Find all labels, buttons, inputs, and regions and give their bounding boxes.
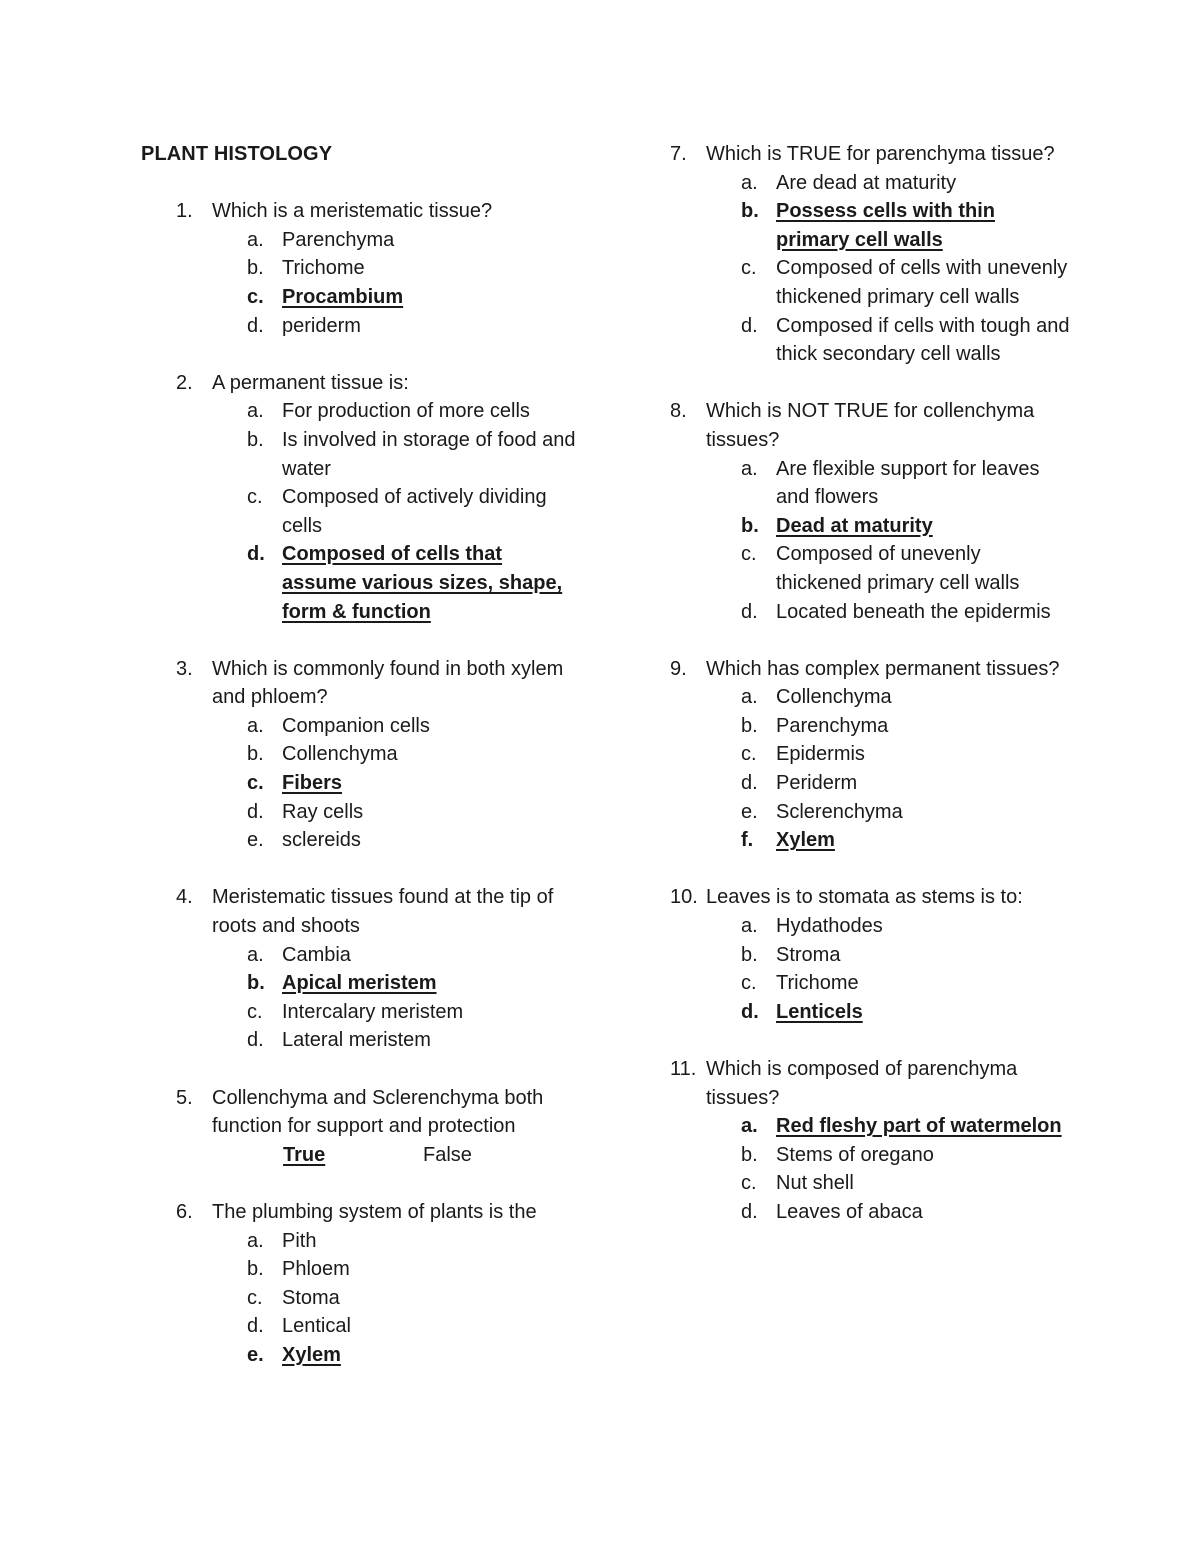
- question-6: [141, 1198, 581, 1370]
- option-letter: d.: [741, 772, 758, 795]
- option-text: Composed of unevenly thickened primary cell walls: [776, 543, 1020, 594]
- question-11: [670, 1055, 1070, 1227]
- option-letter: b.: [247, 257, 264, 280]
- option-text: Sclerenchyma: [776, 800, 903, 823]
- option-text: Companion cells: [282, 714, 430, 737]
- option-letter: d.: [247, 800, 264, 823]
- option-text: Lenticels: [776, 1000, 863, 1023]
- option-letter: a.: [247, 1229, 264, 1252]
- option-text: Fibers: [282, 772, 343, 795]
- question-3: [141, 655, 581, 855]
- correct-answer-option: [247, 540, 581, 626]
- option-letter: a.: [741, 686, 758, 709]
- option-text: Phloem: [282, 1258, 350, 1281]
- option-letter: b.: [741, 1143, 758, 1166]
- answer-option: [741, 798, 1070, 827]
- question-2: [141, 369, 581, 626]
- option-letter: c.: [741, 743, 757, 766]
- option-text: Trichome: [776, 972, 859, 995]
- correct-answer-option: [247, 769, 581, 798]
- option-letter: a.: [247, 714, 264, 737]
- option-text: Procambium: [282, 285, 404, 308]
- correct-answer-option: [741, 512, 1070, 541]
- option-letter: b.: [247, 972, 265, 995]
- true-false-choices: [283, 1141, 581, 1170]
- correct-answer-option: [247, 1341, 581, 1370]
- answer-option: [247, 826, 581, 855]
- option-letter: c.: [247, 1000, 263, 1023]
- option-letter: b.: [247, 428, 264, 451]
- page-title: PLANT HISTOLOGY: [141, 143, 333, 165]
- option-text: Ray cells: [282, 800, 364, 823]
- question-number: 5.: [176, 1086, 193, 1109]
- answer-option: [247, 1312, 581, 1341]
- option-text: Red fleshy part of watermelon: [776, 1115, 1062, 1138]
- option-letter: b.: [247, 743, 264, 766]
- option-letter: d.: [247, 543, 265, 566]
- left-column: [141, 140, 581, 1398]
- question-text: Collenchyma and Sclerenchyma both function for support and protection: [212, 1086, 544, 1138]
- true-choice-correct: True: [283, 1143, 326, 1166]
- question-text: Which is a meristematic tissue?: [212, 200, 493, 223]
- answer-option: [741, 712, 1070, 741]
- answer-option: [741, 740, 1070, 769]
- answer-option: [741, 1198, 1070, 1227]
- answer-option: [247, 712, 581, 741]
- answer-option: [741, 969, 1070, 998]
- question-7: [670, 140, 1070, 369]
- question-number: 4.: [176, 886, 193, 909]
- option-letter: d.: [741, 314, 758, 337]
- correct-answer-option: [741, 826, 1070, 855]
- question-4: [141, 883, 581, 1055]
- correct-answer-option: [247, 283, 581, 312]
- answer-option: [741, 769, 1070, 798]
- question-text: A permanent tissue is:: [212, 371, 409, 394]
- answer-option: [247, 1026, 581, 1055]
- option-letter: e.: [247, 1343, 264, 1366]
- answer-option: [741, 1141, 1070, 1170]
- option-text: Dead at maturity: [776, 514, 933, 537]
- answer-option: [741, 169, 1070, 198]
- option-letter: c.: [741, 257, 757, 280]
- correct-answer-option: [741, 197, 1070, 254]
- question-number: 9.: [670, 657, 687, 680]
- option-text: Stroma: [776, 943, 841, 966]
- answer-option: [741, 312, 1070, 369]
- answer-option: [247, 1284, 581, 1313]
- option-text: periderm: [282, 314, 361, 337]
- option-letter: b.: [741, 200, 759, 223]
- option-letter: a.: [247, 400, 264, 423]
- option-text: Collenchyma: [776, 686, 892, 709]
- option-letter: c.: [741, 1172, 757, 1195]
- option-letter: d.: [247, 1315, 264, 1338]
- question-number: 2.: [176, 371, 193, 394]
- option-text: Epidermis: [776, 743, 865, 766]
- answer-option: [741, 912, 1070, 941]
- option-text: Xylem: [282, 1343, 341, 1366]
- option-text: Periderm: [776, 772, 858, 795]
- option-letter: a.: [741, 457, 758, 480]
- option-letter: b.: [741, 943, 758, 966]
- answer-option: [247, 740, 581, 769]
- question-text: Which is composed of parenchyma tissues?: [706, 1058, 1018, 1109]
- question-8: [670, 397, 1070, 626]
- answer-option: [247, 798, 581, 827]
- correct-answer-option: [741, 1112, 1070, 1141]
- option-text: Intercalary meristem: [282, 1000, 464, 1023]
- option-text: Is involved in storage of food and water: [282, 428, 576, 480]
- option-letter: e.: [247, 829, 264, 852]
- question-number: 7.: [670, 143, 687, 165]
- option-text: Stoma: [282, 1286, 340, 1309]
- option-text: Apical meristem: [282, 972, 437, 995]
- question-10: [670, 883, 1070, 1026]
- option-letter: c.: [247, 285, 264, 308]
- option-text: Composed if cells with tough and thick secondary cell walls: [776, 314, 1070, 366]
- option-text: Are flexible support for leaves and flowers: [776, 457, 1040, 509]
- option-text: Parenchyma: [776, 714, 889, 737]
- option-text: Nut shell: [776, 1172, 854, 1195]
- answer-option: [247, 397, 581, 426]
- option-letter: f.: [741, 829, 754, 852]
- option-letter: d.: [741, 1000, 759, 1023]
- option-letter: b.: [247, 1258, 264, 1281]
- question-text: Leaves is to stomata as stems is to:: [706, 886, 1023, 909]
- option-text: Xylem: [776, 829, 835, 852]
- answer-option: [247, 254, 581, 283]
- question-text: Which has complex permanent tissues?: [706, 657, 1060, 680]
- answer-option: [741, 540, 1070, 597]
- answer-option: [741, 1169, 1070, 1198]
- option-text: Pith: [282, 1229, 317, 1252]
- option-text: Parenchyma: [282, 228, 395, 251]
- answer-option: [741, 254, 1070, 311]
- option-letter: c.: [247, 1286, 263, 1309]
- question-number: 8.: [670, 400, 687, 423]
- question-1: [141, 197, 581, 340]
- question-text: Which is commonly found in both xylem and phloem?: [212, 657, 564, 709]
- option-letter: c.: [741, 543, 757, 566]
- correct-answer-option: [741, 998, 1070, 1027]
- answer-option: [247, 226, 581, 255]
- option-letter: c.: [247, 486, 263, 509]
- question-number: 11.: [670, 1058, 697, 1080]
- answer-option: [247, 1227, 581, 1256]
- answer-option: [247, 483, 581, 540]
- answer-option: [741, 683, 1070, 712]
- option-letter: a.: [741, 915, 758, 938]
- option-letter: a.: [247, 943, 264, 966]
- option-letter: a.: [741, 171, 758, 194]
- answer-option: [247, 998, 581, 1027]
- question-text: The plumbing system of plants is the: [212, 1200, 537, 1223]
- option-letter: d.: [741, 1200, 758, 1223]
- question-number: 10.: [670, 886, 698, 909]
- option-letter: a.: [741, 1115, 758, 1138]
- question-text: Which is TRUE for parenchyma tissue?: [706, 143, 1055, 165]
- answer-option: [247, 426, 581, 483]
- option-text: Lentical: [282, 1315, 351, 1338]
- correct-answer-option: [247, 969, 581, 998]
- answer-option: [247, 941, 581, 970]
- right-column: [670, 140, 1070, 1255]
- option-letter: e.: [741, 800, 758, 823]
- option-text: Are dead at maturity: [776, 171, 957, 194]
- answer-option: [741, 598, 1070, 627]
- option-text: Composed of cells with unevenly thickened primary cell walls: [776, 257, 1068, 308]
- option-text: Composed of cells that assume various sizes, shape, form & function: [282, 543, 563, 623]
- option-letter: d.: [741, 600, 758, 623]
- option-letter: a.: [247, 228, 264, 251]
- question-text: Which is NOT TRUE for collenchyma tissues?: [706, 400, 1035, 451]
- option-text: Possess cells with thin primary cell walls: [776, 200, 995, 251]
- answer-option: [741, 455, 1070, 512]
- option-letter: c.: [741, 972, 757, 995]
- option-letter: d.: [247, 314, 264, 337]
- answer-option: [247, 1255, 581, 1284]
- option-letter: b.: [741, 514, 759, 537]
- option-text: For production of more cells: [282, 400, 530, 423]
- false-choice: False: [423, 1143, 472, 1166]
- answer-option: [247, 312, 581, 341]
- option-text: Leaves of abaca: [776, 1200, 923, 1223]
- option-text: Lateral meristem: [282, 1029, 431, 1052]
- option-letter: d.: [247, 1029, 264, 1052]
- option-text: Collenchyma: [282, 743, 398, 766]
- option-text: Cambia: [282, 943, 351, 966]
- option-text: Composed of actively dividing cells: [282, 486, 547, 537]
- option-letter: c.: [247, 772, 264, 795]
- question-number: 6.: [176, 1200, 193, 1223]
- option-letter: b.: [741, 714, 758, 737]
- answer-option: [741, 941, 1070, 970]
- option-text: Hydathodes: [776, 915, 883, 938]
- question-text: Meristematic tissues found at the tip of roots and shoots: [212, 886, 554, 938]
- option-text: Trichome: [282, 257, 365, 280]
- option-text: Stems of oregano: [776, 1143, 934, 1166]
- option-text: Located beneath the epidermis: [776, 600, 1051, 623]
- question-5: [141, 1084, 581, 1170]
- question-9: [670, 655, 1070, 855]
- option-text: sclereids: [282, 829, 361, 852]
- question-number: 1.: [176, 200, 193, 223]
- question-number: 3.: [176, 657, 193, 680]
